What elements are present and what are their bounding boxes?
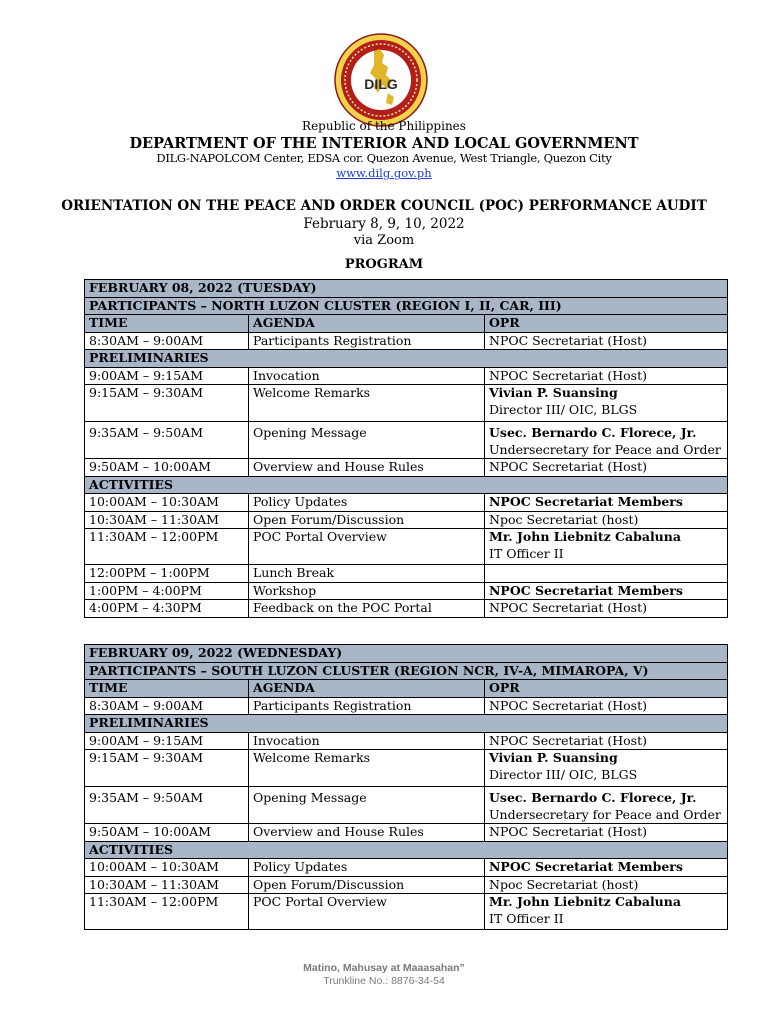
- table-row: 4:00PM – 4:30PM Feedback on the POC Portal NPOC Secretariat (Host): [85, 600, 728, 618]
- table-row: 9:50AM – 10:00AM Overview and House Rules NPOC Secretariat (Host): [85, 459, 728, 477]
- section-preliminaries: PRELIMINARIES: [85, 715, 728, 733]
- table-row: 11:30AM – 12:00PM POC Portal Overview Mr. John Liebnitz Cabaluna IT Officer II: [85, 894, 728, 930]
- event-venue: via Zoom: [353, 233, 415, 248]
- column-header-time: TIME: [85, 315, 249, 333]
- opr-position: Director III/ OIC, BLGS: [489, 401, 638, 417]
- opr-name: Mr. John Liebnitz Cabaluna: [489, 529, 681, 544]
- table-row: 11:30AM – 12:00PM POC Portal Overview Mr. John Liebnitz Cabaluna IT Officer II: [85, 529, 728, 565]
- department-name: DEPARTMENT OF THE INTERIOR AND LOCAL GOVERNMENT: [129, 135, 639, 152]
- day2-schedule-table: [84, 644, 728, 930]
- participants-cluster: PARTICIPANTS – SOUTH LUZON CLUSTER (REGION NCR, IV-A, MIMAROPA, V): [85, 662, 728, 680]
- opr-name: Usec. Bernardo C. Florece, Jr.: [489, 425, 697, 440]
- table-row: 10:30AM – 11:30AM Open Forum/Discussion Npoc Secretariat (host): [85, 876, 728, 894]
- participants-cluster: PARTICIPANTS – NORTH LUZON CLUSTER (REGION I, II, CAR, III): [85, 297, 728, 315]
- opr-position: Director III/ OIC, BLGS: [489, 766, 638, 782]
- table-row: 1:00PM – 4:00PM Workshop NPOC Secretariat Members: [85, 582, 728, 600]
- table-row: 9:00AM – 9:15AM Invocation NPOC Secretariat (Host): [85, 367, 728, 385]
- opr-position: Undersecretary for Peace and Order: [489, 441, 721, 457]
- section-activities: ACTIVITIES: [85, 476, 728, 494]
- table-row: 8:30AM – 9:00AM Participants Registration NPOC Secretariat (Host): [85, 697, 728, 715]
- website-link[interactable]: www.dilg.gov.ph: [336, 166, 432, 180]
- table-row: 9:35AM – 9:50AM Opening Message Usec. Bernardo C. Florece, Jr. Undersecretary for Peace and Order: [85, 787, 728, 824]
- table-row: 10:00AM – 10:30AM Policy Updates NPOC Secretariat Members: [85, 859, 728, 877]
- event-dates: February 8, 9, 10, 2022: [303, 216, 465, 232]
- footer-motto: Matino, Mahusay at Maaasahan”: [303, 962, 465, 974]
- document-title: ORIENTATION ON THE PEACE AND ORDER COUNCIL (POC) PERFORMANCE AUDIT: [61, 198, 707, 214]
- table-row: 10:30AM – 11:30AM Open Forum/Discussion Npoc Secretariat (host): [85, 511, 728, 529]
- column-header-time: TIME: [85, 680, 249, 698]
- opr-name: Vivian P. Suansing: [489, 385, 618, 400]
- footer-trunkline: Trunkline No.: 8876-34-54: [323, 975, 445, 987]
- dilg-seal-logo: [334, 33, 428, 127]
- section-preliminaries: PRELIMINARIES: [85, 350, 728, 368]
- column-header-agenda: AGENDA: [249, 315, 485, 333]
- table-row: 9:35AM – 9:50AM Opening Message Usec. Bernardo C. Florece, Jr. Undersecretary for Peace and Order: [85, 422, 728, 459]
- table-row: 9:15AM – 9:30AM Welcome Remarks Vivian P. Suansing Director III/ OIC, BLGS: [85, 385, 728, 422]
- department-address: DILG-NAPOLCOM Center, EDSA cor. Quezon Avenue, West Triangle, Quezon City: [156, 151, 612, 165]
- day1-schedule-table: [84, 279, 728, 618]
- opr-position: Undersecretary for Peace and Order: [489, 806, 721, 822]
- column-header-agenda: AGENDA: [249, 680, 485, 698]
- table-row: 10:00AM – 10:30AM Policy Updates NPOC Secretariat Members: [85, 494, 728, 512]
- table-row: 12:00PM – 1:00PM Lunch Break: [85, 565, 728, 583]
- svg-text:DILG: DILG: [364, 76, 398, 92]
- section-activities: ACTIVITIES: [85, 841, 728, 859]
- table-row: 8:30AM – 9:00AM Participants Registration NPOC Secretariat (Host): [85, 332, 728, 350]
- table-row: 9:00AM – 9:15AM Invocation NPOC Secretariat (Host): [85, 732, 728, 750]
- opr-position: IT Officer II: [489, 910, 564, 926]
- opr-name: Usec. Bernardo C. Florece, Jr.: [489, 790, 697, 805]
- day-date: FEBRUARY 09, 2022 (WEDNESDAY): [85, 645, 728, 663]
- column-header-opr: OPR: [485, 680, 728, 698]
- table-row: 9:50AM – 10:00AM Overview and House Rules NPOC Secretariat (Host): [85, 824, 728, 842]
- column-header-opr: OPR: [485, 315, 728, 333]
- opr-position: IT Officer II: [489, 545, 564, 561]
- program-heading: PROGRAM: [344, 257, 424, 272]
- table-row: 9:15AM – 9:30AM Welcome Remarks Vivian P. Suansing Director III/ OIC, BLGS: [85, 750, 728, 787]
- day-date: FEBRUARY 08, 2022 (TUESDAY): [85, 280, 728, 298]
- opr-name: Mr. John Liebnitz Cabaluna: [489, 894, 681, 909]
- opr-name: Vivian P. Suansing: [489, 750, 618, 765]
- republic-line: Republic of the Philippines: [302, 119, 466, 133]
